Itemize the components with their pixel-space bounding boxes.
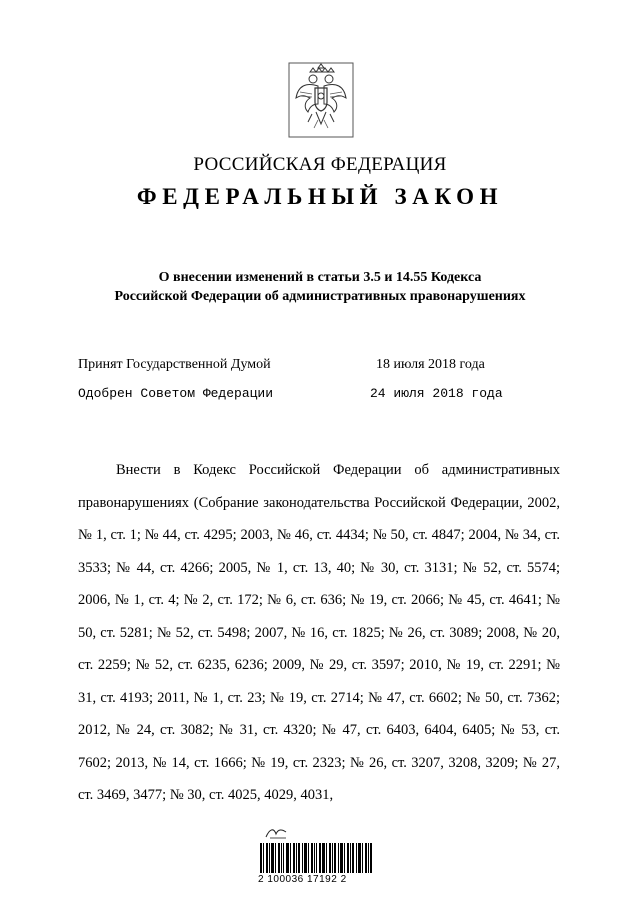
- law-title: [0, 268, 640, 306]
- council-approval-date: 24 июля 2018 года: [370, 386, 503, 401]
- law-title-line-2: Российской Федерации об административных правонарушениях: [114, 289, 526, 304]
- document-type-heading: ФЕДЕРАЛЬНЫЙ ЗАКОН: [136, 184, 504, 209]
- body-paragraph: Внести в Кодекс Российской Федерации об административных правонарушениях (Собрание законодательства Российской Федерации, 2002, № 1, ст. 1; № 44, ст. 4295; 2003, № 46, ст. 4434; № 50, ст. 4847; 2004, № 34, ст. 3533; № 44, ст. 4266; 2005, № 1, ст. 13, 40; № 30, ст. 3131; № 52, ст. 5574; 2006, № 1, ст. 4; № 2, ст. 172; № 6, ст. 636; № 19, ст. 2066; № 45, ст. 4641; № 50, ст. 5281; № 52, ст. 5498; 2007, № 16, ст. 1825; № 26, ст. 3089; 2008, № 20, ст. 2259; № 52, ст. 6235, 6236; 2009, № 29, ст. 3597; 2010, № 19, ст. 2291; № 31, ст. 4193; 2011, № 1, ст. 23; № 19, ст. 2714; № 47, ст. 6602; № 50, ст. 7362; 2012, № 24, ст. 3082; № 31, ст. 4320; № 47, ст. 6403, 6404, 6405; № 53, ст. 7602; 2013, № 14, ст. 1666; № 19, ст. 2323; № 26, ст. 3207, 3208, 3209; № 27, ст. 3469, 3477; № 30, ст. 4025, 4029, 4031,: [78, 462, 560, 803]
- duma-adoption-label: Принят Государственной Думой: [78, 357, 271, 372]
- barcode-number: 2 100036 17192 2: [258, 874, 347, 885]
- law-title-line-1: О внесении изменений в статьи 3.5 и 14.55 Кодекса: [158, 270, 482, 285]
- stamp-mark-icon: [264, 826, 290, 840]
- coat-of-arms-emblem-icon: [288, 62, 354, 138]
- country-heading: РОССИЙСКАЯ ФЕДЕРАЦИЯ: [193, 154, 447, 175]
- council-approval-label: Одобрен Советом Федерации: [78, 386, 274, 401]
- barcode-icon: [260, 843, 372, 873]
- duma-adoption-date: 18 июля 2018 года: [376, 357, 485, 372]
